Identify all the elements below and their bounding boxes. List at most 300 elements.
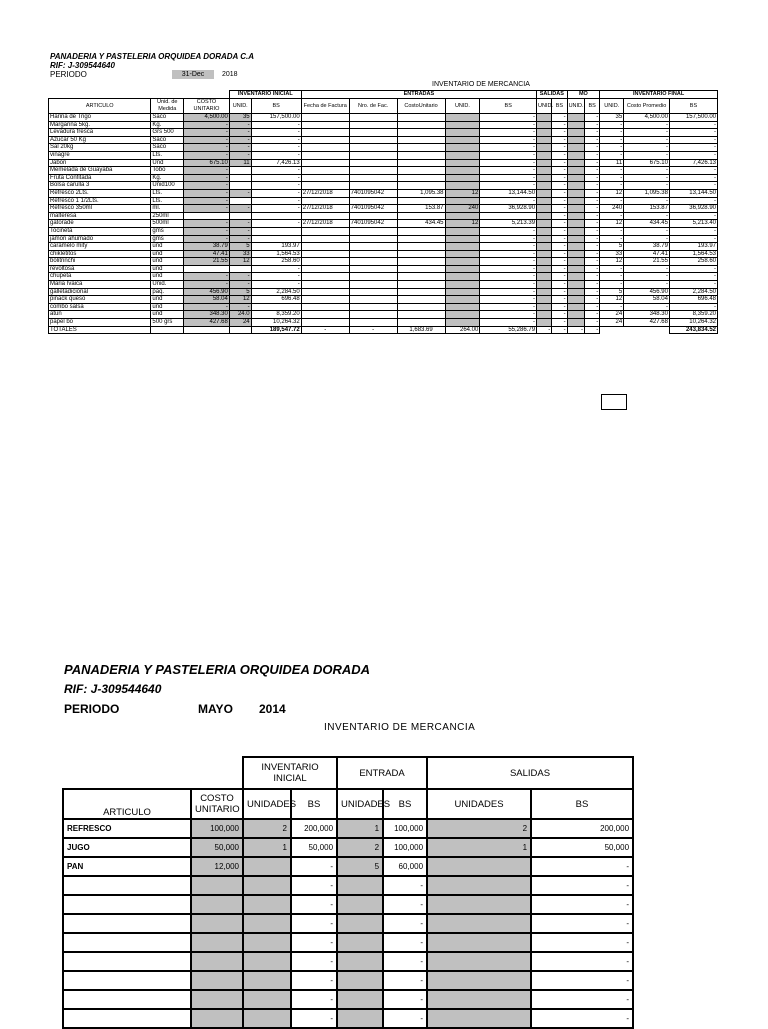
cell: - [669,273,717,281]
cell: 10,264.32 [251,319,301,327]
cell: 12 [600,220,624,228]
cell [537,319,552,327]
cell [480,212,537,220]
article-name: papel bo [49,319,151,327]
cell: - [584,220,599,228]
cell: und [151,273,184,281]
hdr-bs-final: BS [669,99,717,114]
cell: 675.10 [624,159,670,167]
cell [301,129,349,137]
cell: 193.97 [251,243,301,251]
cell: 47.41 [184,250,230,258]
inventory-row [49,281,718,289]
cell [251,227,301,235]
cell-2: 1 [427,838,531,857]
group-inicial-2: INVENTARIO INICIAL [243,757,337,789]
cell [445,303,480,311]
cell [397,303,445,311]
article-name: Fruta Confitada [49,174,151,182]
cell: Und [151,159,184,167]
cell [537,220,552,228]
company-name: PANADERIA Y PASTELERIA ORQUIDEA DORADA C.A [50,52,255,61]
periodo-year-2: 2014 [259,702,286,716]
cell: 696.48 [251,296,301,304]
inventory-row-2 [63,876,633,895]
hdr-unid: UNID. [229,99,251,114]
hdr-articulo: ARTICULO [49,99,151,114]
cell-2: - [291,1009,337,1028]
cell [301,303,349,311]
cell [397,311,445,319]
cell [301,235,349,243]
cell: 12 [229,296,251,304]
cell: - [480,151,537,159]
cell: 500ml [151,220,184,228]
cell [301,159,349,167]
cell: - [229,189,251,197]
cell-2: 1 [337,819,383,838]
cell: 4,500.00 [184,114,230,122]
inventory-row [49,288,718,296]
article-name-2 [63,990,191,1009]
cell [349,159,397,167]
cell [151,326,184,334]
article-name: revoltosa [49,265,151,273]
cell: - [552,189,567,197]
inventory-row [49,273,718,281]
cell [445,273,480,281]
cell: Lts. [151,151,184,159]
cell: - [552,121,567,129]
cell: und [151,296,184,304]
cell: 24 [229,319,251,327]
total-bs-final: 243,834.52 [669,326,717,334]
article-name-2 [63,895,191,914]
cell-2: - [383,990,427,1009]
cell [229,167,251,175]
cell: - [584,144,599,152]
cell-2 [243,1009,291,1028]
cell: 35 [229,114,251,122]
cell: - [251,144,301,152]
cell-2: 2 [427,819,531,838]
cell [537,189,552,197]
cell: - [229,121,251,129]
cell: - [584,151,599,159]
cell: - [584,273,599,281]
cell: - [229,144,251,152]
hdr-costo-unitario: COSTO UNITARIO [184,99,230,114]
cell: - [624,235,670,243]
cell: - [624,151,670,159]
cell: Unid100 [151,182,184,190]
cell: 2,284.50 [251,288,301,296]
cell: - [600,121,624,129]
cell [349,174,397,182]
cell: - [251,205,301,213]
cell [397,288,445,296]
cell: 36,928.90 [480,205,537,213]
cell: 12 [445,220,480,228]
hdr-bs: BS [251,99,301,114]
cell: - [552,212,567,220]
cell: 5,213.39 [480,220,537,228]
cell: Tobo [151,167,184,175]
cell: 456.90 [624,288,670,296]
cell [397,144,445,152]
article-name-2 [63,933,191,952]
cell: - [584,258,599,266]
hdr-bs-salidas: BS [552,99,567,114]
cell: - [184,189,230,197]
article-name-2: JUGO [63,838,191,857]
cell: 1,095.38 [397,189,445,197]
cell [445,136,480,144]
hdr-unid-medida: Unid. de Medida [151,99,184,114]
inventory-row [49,121,718,129]
cell [445,281,480,289]
cell: und [151,303,184,311]
cell: - [600,303,624,311]
cell [229,174,251,182]
cell: - [552,303,567,311]
hdr-bs-entrada-2: BS [383,789,427,819]
article-name: galletadicional [49,288,151,296]
article-name: Tocineta [49,227,151,235]
cell-2: 50,000 [191,838,243,857]
cell [229,212,251,220]
cell: 27/12/2018 [301,205,349,213]
cell [301,136,349,144]
cell-2: - [291,952,337,971]
cell-2 [427,895,531,914]
group-entradas: ENTRADAS [301,91,536,99]
cell: - [669,303,717,311]
group-final: INVENTARIO FINAL [600,91,718,99]
article-name: Refresco 2Lts. [49,189,151,197]
cell: - [552,265,567,273]
cell: - [669,167,717,175]
cell: 13,144.50 [480,189,537,197]
cell: - [624,212,670,220]
cell: - [552,288,567,296]
cell: 38.79 [624,243,670,251]
inventory-row [49,243,718,251]
cell: 5 [600,243,624,251]
inventory-table-2018 [48,90,718,334]
inventory-row-2 [63,971,633,990]
cell-2 [337,914,383,933]
cell-2 [243,914,291,933]
cell: - [251,273,301,281]
total-nro: - [349,326,397,334]
cell: - [600,227,624,235]
cell [537,288,552,296]
cell: - [480,250,537,258]
cell: - [229,303,251,311]
cell: 5 [229,243,251,251]
cell: - [584,243,599,251]
cell [184,212,230,220]
cell-2: 12,000 [191,857,243,876]
cell [397,319,445,327]
cell: - [552,243,567,251]
cell: 24 [600,311,624,319]
cell: - [584,250,599,258]
article-name: gatorade [49,220,151,228]
cell [445,243,480,251]
cell: Unid. [151,281,184,289]
cell: 5 [229,288,251,296]
inventory-row [49,303,718,311]
cell [397,258,445,266]
cell-2 [243,895,291,914]
cell: - [552,144,567,152]
cell: - [584,303,599,311]
cell: - [669,136,717,144]
cell: - [584,311,599,319]
cell: - [184,174,230,182]
cell [445,121,480,129]
cell: - [552,227,567,235]
cell: - [229,227,251,235]
cell [349,288,397,296]
cell: - [600,167,624,175]
article-name: jamon ahumado [49,235,151,243]
cell: - [584,182,599,190]
cell-2 [337,971,383,990]
cell: 240 [445,205,480,213]
cell [567,258,584,266]
cell [301,114,349,122]
cell: - [229,273,251,281]
cell-2 [427,876,531,895]
cell [301,258,349,266]
cell [567,281,584,289]
cell [349,212,397,220]
cell-2: 100,000 [191,819,243,838]
cell [349,182,397,190]
cell: - [624,227,670,235]
article-name-2 [63,1009,191,1028]
cell-2 [243,952,291,971]
article-name: chupeta [49,273,151,281]
cell: 58.04 [184,296,230,304]
cell-2: 100,000 [383,819,427,838]
inventory-row [49,205,718,213]
cell [349,129,397,137]
cell [567,121,584,129]
inventory-row [49,220,718,228]
periodo-month-2: MAYO [198,702,233,716]
cell: - [480,159,537,167]
hdr-unid-mo: UNID. [567,99,584,114]
cell: 500 grs [151,319,184,327]
cell: 456.90 [184,288,230,296]
cell [301,174,349,182]
cell [567,303,584,311]
article-name-2 [63,876,191,895]
cell [567,189,584,197]
cell: 157,500.00 [669,114,717,122]
cell: - [584,281,599,289]
cell-2: - [531,857,633,876]
cell: - [584,167,599,175]
cell [349,281,397,289]
cell [537,205,552,213]
hdr-bs-salidas-2: BS [531,789,633,819]
inventory-title-2: INVENTARIO DE MERCANCIA [324,722,476,733]
cell [567,212,584,220]
cell [349,319,397,327]
cell-2 [337,876,383,895]
cell [445,174,480,182]
cell: 47.41 [624,250,670,258]
cell: - [624,144,670,152]
cell [567,144,584,152]
cell-2 [337,952,383,971]
cell: - [251,189,301,197]
cell: - [669,144,717,152]
hdr-bs-entradas: BS [480,99,537,114]
article-name: bolitrinchi [49,258,151,266]
cell [349,114,397,122]
cell: 1,564.53 [251,250,301,258]
cell: Saco [151,114,184,122]
cell [567,243,584,251]
inventory-row [49,319,718,327]
cell: - [480,281,537,289]
cell [229,197,251,205]
cell [349,258,397,266]
cell [349,121,397,129]
article-name: atun [49,311,151,319]
cell: 35 [600,114,624,122]
cell [397,159,445,167]
cell: 12 [600,296,624,304]
periodo-date: 31-Dec [172,70,214,79]
cell: - [600,235,624,243]
article-name: Jabon [49,159,151,167]
cell [397,182,445,190]
cell: 10,264.32 [669,319,717,327]
cell: - [600,281,624,289]
cell [301,250,349,258]
cell: - [480,303,537,311]
cell: 13,144.50 [669,189,717,197]
cell: - [480,167,537,175]
cell [397,227,445,235]
cell: - [552,151,567,159]
cell [537,258,552,266]
cell [445,296,480,304]
cell-2: - [291,876,337,895]
cell: - [184,121,230,129]
cell: - [552,250,567,258]
cell [537,182,552,190]
article-name: Refresco 350ml [49,205,151,213]
cell-2: - [383,971,427,990]
cell: 27/12/2018 [301,189,349,197]
cell: - [624,121,670,129]
cell [184,265,230,273]
cell-2 [243,857,291,876]
cell: 12 [600,189,624,197]
cell [445,159,480,167]
cell: - [624,129,670,137]
cell: 8,359.20 [669,311,717,319]
article-name: pinack queso [49,296,151,304]
cell: - [552,129,567,137]
cell-2: - [531,876,633,895]
inventory-row [49,265,718,273]
cell [397,296,445,304]
cell [537,159,552,167]
cell: Kg. [151,121,184,129]
cell: - [229,235,251,243]
hdr-bs-mo: BS [584,99,599,114]
cell [567,288,584,296]
hdr-unid-final: UNID. [600,99,624,114]
cell [349,167,397,175]
cell: und [151,243,184,251]
cell [445,144,480,152]
cell [397,174,445,182]
cell: - [600,151,624,159]
cell: 21.55 [624,258,670,266]
cell: 24.0 [229,311,251,319]
cell [567,319,584,327]
cell [567,136,584,144]
cell: - [251,167,301,175]
cell: - [669,227,717,235]
cell: - [184,197,230,205]
cell [229,265,251,273]
cell [397,243,445,251]
cell [567,205,584,213]
cell: und [151,265,184,273]
cell-2: - [291,895,337,914]
cell: - [624,167,670,175]
cell [397,136,445,144]
cell: - [552,281,567,289]
inventory-row [49,189,718,197]
cell: - [229,151,251,159]
cell: - [251,265,301,273]
cell [349,197,397,205]
cell: - [552,197,567,205]
cell [397,121,445,129]
cell [445,311,480,319]
cell: - [584,319,599,327]
cell [349,296,397,304]
cell: - [480,121,537,129]
cell [567,273,584,281]
cell: - [552,273,567,281]
inventory-row-2 [63,914,633,933]
cell [537,311,552,319]
cell-2 [191,952,243,971]
cell [397,197,445,205]
cell-2: - [531,990,633,1009]
inventory-row-2 [63,990,633,1009]
cell [301,227,349,235]
cell: - [480,296,537,304]
cell: - [184,144,230,152]
cell: und [151,311,184,319]
cell [445,265,480,273]
cell: ml. [151,205,184,213]
